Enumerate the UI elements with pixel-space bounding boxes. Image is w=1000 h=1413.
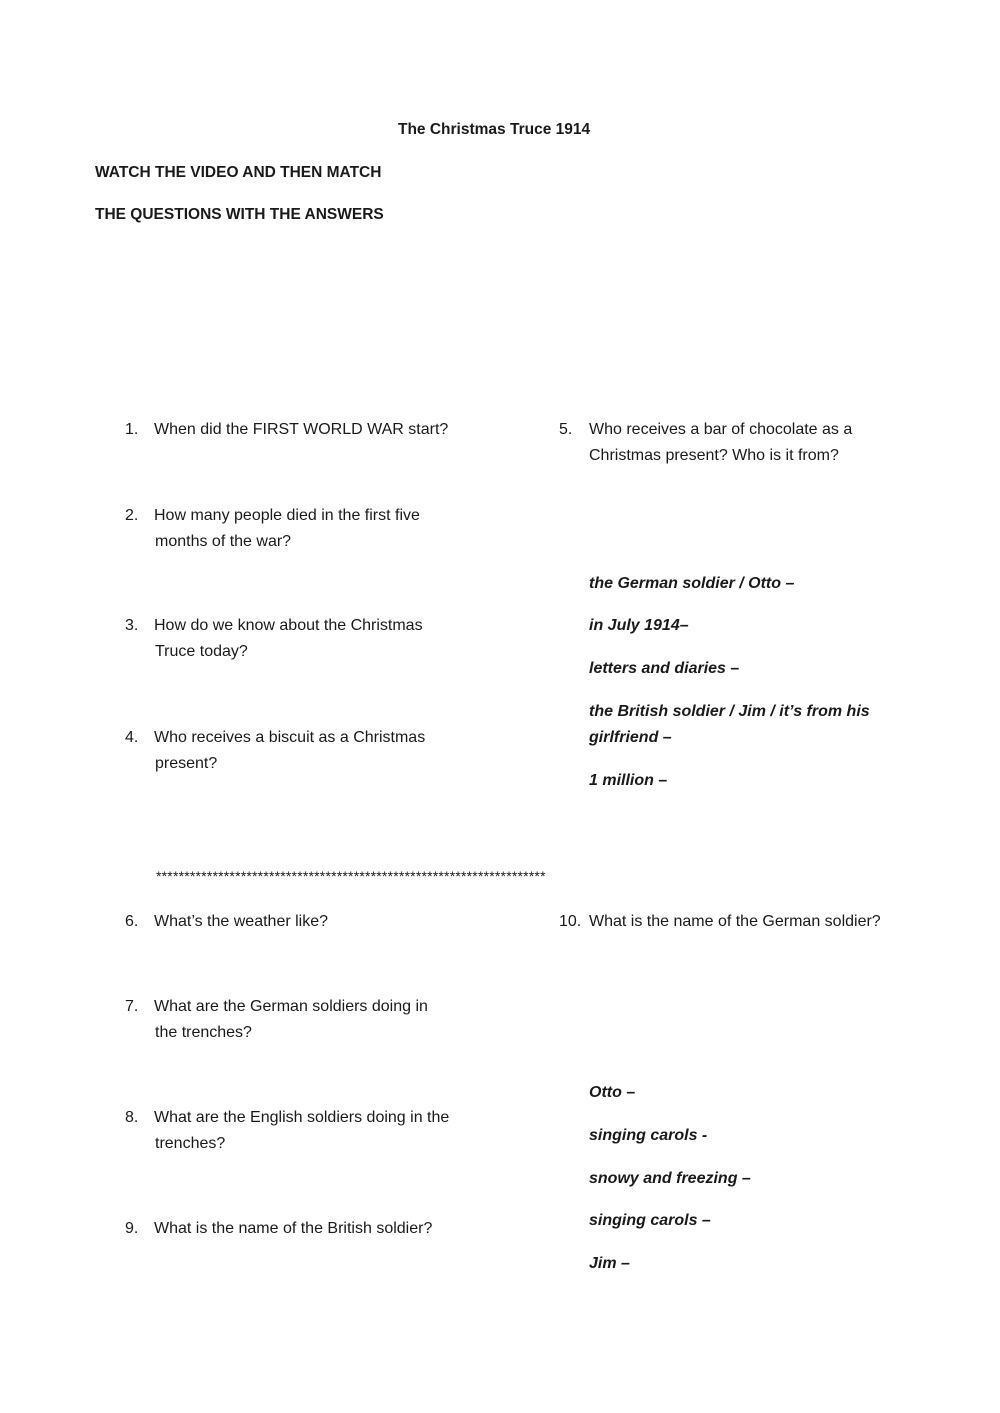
instruction-line-1: WATCH THE VIDEO AND THEN MATCH — [95, 164, 382, 181]
answer-item: the German soldier / Otto – — [589, 575, 795, 592]
answer-item: singing carols – — [589, 1212, 711, 1229]
answer-item: in July 1914– — [589, 617, 689, 634]
answer-item: letters and diaries – — [589, 660, 740, 677]
section-separator: ********************************************************************* — [156, 868, 546, 884]
answer-item: 1 million – — [589, 772, 668, 789]
answer-item: snowy and freezing – — [589, 1170, 751, 1187]
answer-item-continued: girlfriend – — [589, 729, 672, 746]
answer-item: Jim – — [589, 1255, 630, 1272]
answer-item: singing carols - — [589, 1127, 708, 1144]
answer-item: the British soldier / Jim / it’s from his — [589, 703, 870, 720]
page-title: The Christmas Truce 1914 — [398, 121, 591, 138]
answer-item: Otto – — [589, 1084, 636, 1101]
instruction-line-2: THE QUESTIONS WITH THE ANSWERS — [95, 206, 384, 223]
